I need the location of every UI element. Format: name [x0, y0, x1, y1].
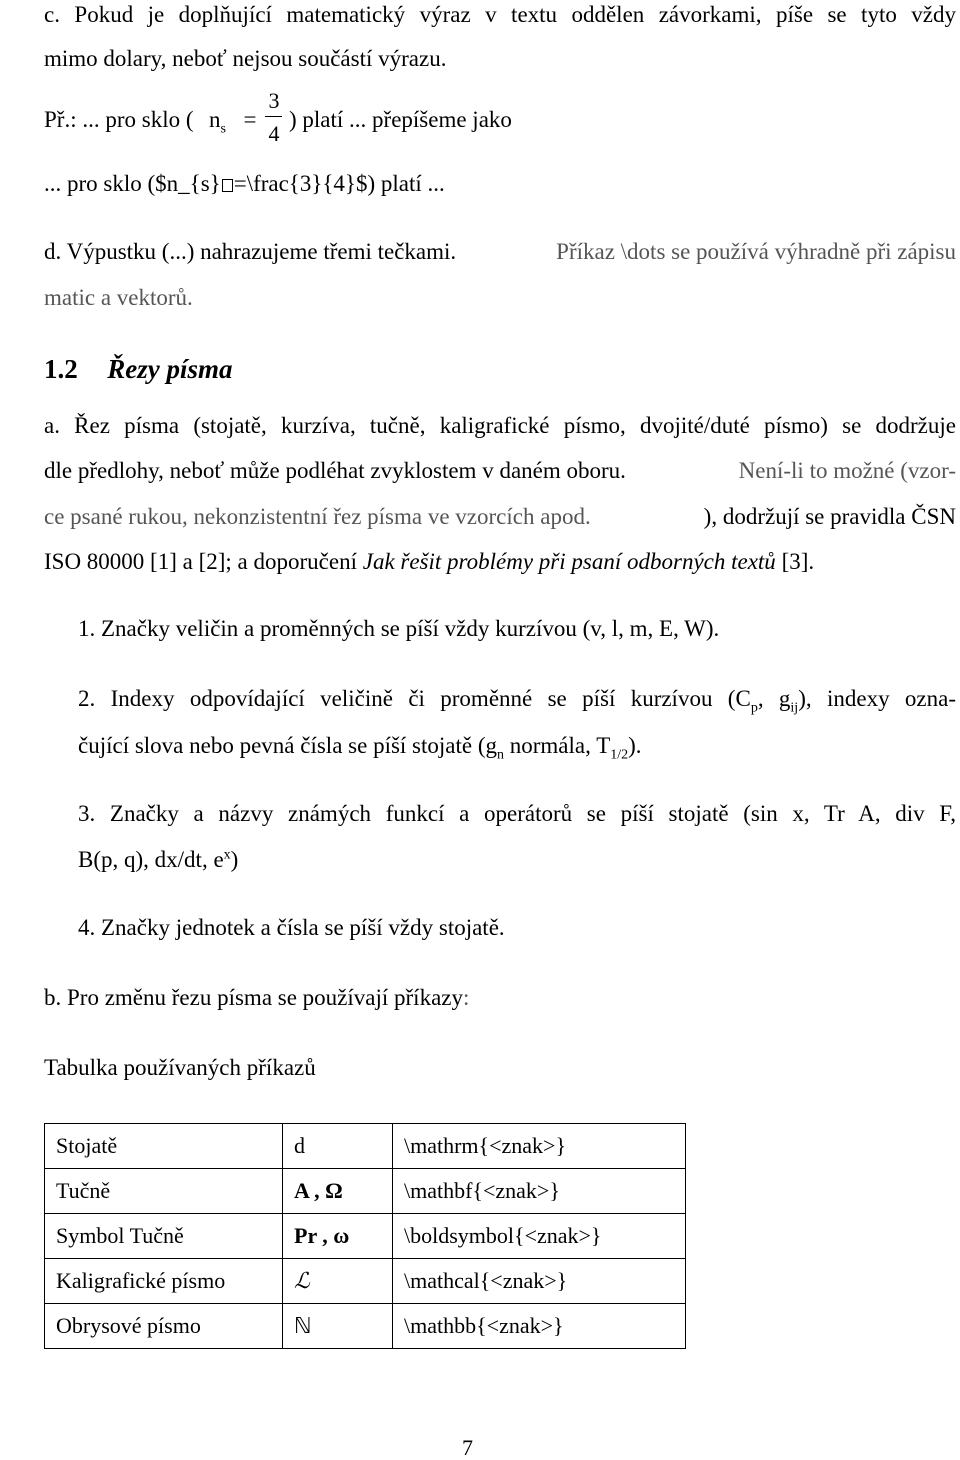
- section-heading: [44, 356, 233, 383]
- rule-4: 4. Značky jednotek a čísla se píší vždy stojatě.: [78, 915, 505, 940]
- para-c-line1: c. Pokud je doplňující matematický výraz v textu oddělen závorkami, píše se tyto vždy: [44, 2, 956, 27]
- para-a-line2-gray: Není-li to možné (vzor-: [738, 458, 956, 483]
- example-suffix: ) platí ... přepíšeme jako: [289, 107, 512, 132]
- section-title: Řezy písma: [107, 354, 233, 384]
- cell-command: \mathbf{<znak>}: [393, 1169, 686, 1214]
- cell-style-name: Stojatě: [45, 1124, 283, 1169]
- rule-2-text-b: , g: [757, 686, 791, 711]
- rule-2b-text-c: ).: [628, 733, 642, 758]
- cell-command: \mathbb{<znak>}: [393, 1304, 686, 1349]
- cell-command: \mathcal{<znak>}: [393, 1259, 686, 1304]
- rule-1: 1. Značky veličin a proměnných se píší vždy kurzívou (v, l, m, E, W).: [78, 616, 720, 641]
- rule-3-line1: 3. Značky a názvy známých funkcí a operátorů se píší stojatě (sin x, Tr A, div F,: [78, 801, 956, 826]
- example-prefix: Př.: ... pro sklo (: [44, 107, 194, 132]
- example-var: n: [209, 107, 221, 132]
- cell-style-name: Tučně: [45, 1169, 283, 1214]
- para-b-colon: :: [463, 985, 470, 1010]
- rule-3-text-a: B(p, q), dx/dt, e: [78, 847, 224, 872]
- para-a-line4-text: ISO 80000 [1] a [2]; a doporučení: [44, 549, 357, 574]
- rule-3-line2: [78, 848, 238, 871]
- section-number: 1.2: [44, 354, 78, 384]
- para-b: [44, 986, 469, 1009]
- para-d-note: Příkaz \dots se používá výhradně při zápisu: [556, 239, 956, 264]
- example-sub: s: [220, 121, 226, 137]
- table-row: [45, 1259, 686, 1304]
- cell-command: \mathrm{<znak>}: [393, 1124, 686, 1169]
- rule-2-sub-p: p: [750, 700, 758, 716]
- para-a-line3: [44, 505, 956, 528]
- rule-2b-text-a: čující slova nebo pevná čísla se píší stojatě (g: [78, 733, 497, 758]
- para-d-text: d. Výpustku (...) nahrazujeme třemi tečkami.: [44, 239, 457, 264]
- para-a-line3-gray: ce psané rukou, nekonzistentní řez písma ve vzorcích apod.: [44, 504, 591, 529]
- rule-2-text-a: 2. Indexy odpovídající veličině či proměnné se píší kurzívou (C: [78, 686, 751, 711]
- fraction-bar: [265, 116, 282, 117]
- para-a-line4-title: Jak řešit problémy při psaní odborných textů: [362, 549, 776, 574]
- fraction-numerator: 3: [268, 88, 280, 113]
- table-row: [45, 1304, 686, 1349]
- cell-command: \boldsymbol{<znak>}: [393, 1214, 686, 1259]
- para-d-line1: [44, 240, 956, 263]
- latex-part2: =\frac{3}{4}$) platí ...: [233, 171, 445, 196]
- cell-style-name: Symbol Tučně: [45, 1214, 283, 1259]
- rule-2-line1: [78, 686, 956, 716]
- para-b-text: b. Pro změnu řezu písma se používají příkazy: [44, 985, 463, 1010]
- para-c-line2: mimo dolary, neboť nejsou součástí výrazu.: [44, 46, 447, 71]
- rule-2b-text-b: normála, T: [509, 733, 611, 758]
- para-a-line4-ref: [3].: [781, 549, 815, 574]
- page-number: 7: [462, 1435, 473, 1460]
- cell-sample: Pr , ω: [283, 1214, 393, 1259]
- cell-style-name: Obrysové písmo: [45, 1304, 283, 1349]
- para-a-line1: a. Řez písma (stojatě, kurzíva, tučně, kaligrafické písmo, dvojité/duté písmo) se dodržuje: [44, 413, 956, 438]
- table-row: [45, 1169, 686, 1214]
- cell-sample: ℕ: [283, 1304, 393, 1349]
- cell-style-name: Kaligrafické písmo: [45, 1259, 283, 1304]
- para-a-line3-text: ), dodržují se pravidla ČSN: [703, 504, 956, 529]
- example-line: [44, 107, 257, 137]
- rule-3-text-b: ): [230, 847, 239, 872]
- example-fraction: [264, 88, 284, 148]
- missing-glyph-box-icon: [222, 179, 233, 192]
- latex-part1: ... pro sklo ($n_{s}: [44, 171, 221, 196]
- table-caption: Tabulka používaných příkazů: [44, 1055, 316, 1080]
- cell-sample: ℒ: [283, 1259, 393, 1304]
- para-d-line2: matic a vektorů.: [44, 285, 193, 310]
- latex-line: [44, 172, 445, 195]
- cell-sample: A , Ω: [283, 1169, 393, 1214]
- table-row: [45, 1124, 686, 1169]
- example-eq: =: [243, 107, 257, 132]
- para-a-line2: [44, 459, 956, 482]
- rule-3-sup-x: x: [223, 847, 231, 863]
- rule-2-line2: [78, 733, 642, 763]
- rule-2b-sub-n: n: [497, 747, 504, 763]
- commands-table: [44, 1123, 686, 1349]
- fraction-denominator: 4: [268, 121, 280, 146]
- rule-2-sub-ij: ij: [790, 700, 799, 716]
- para-a-line4: [44, 550, 814, 573]
- rule-2b-sub-half: 1/2: [610, 747, 629, 763]
- rule-2-text-c: ), indexy ozna-: [798, 686, 956, 711]
- para-a-line2-text: dle předlohy, neboť může podléhat zvyklostem v daném oboru.: [44, 458, 626, 483]
- cell-sample: d: [283, 1124, 393, 1169]
- table-row: [45, 1214, 686, 1259]
